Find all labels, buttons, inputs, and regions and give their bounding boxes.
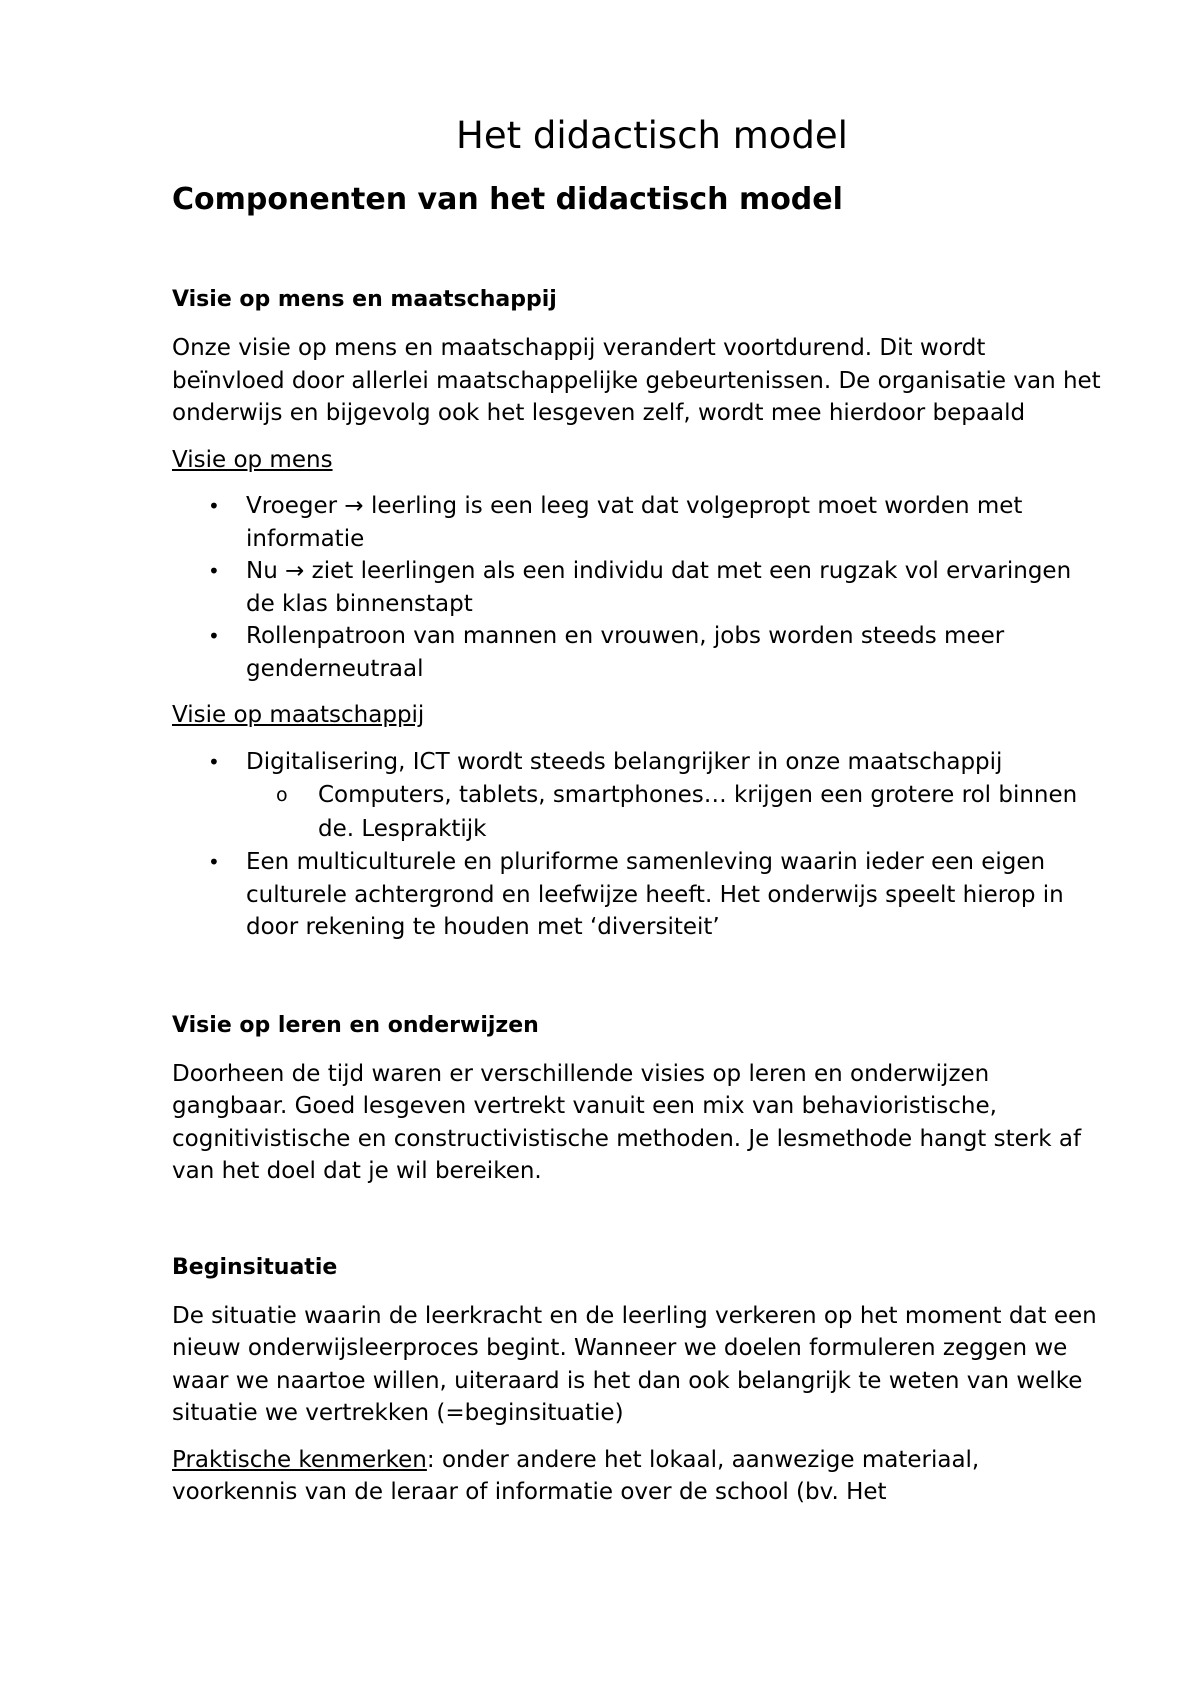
section-body-paragraph: De situatie waarin de leerkracht en de leerling verkeren op het moment dat een nieuw onderwijsleerproces begint. Wanneer we doelen formuleren zeggen we waar we naartoe willen, uiteraard is het dan ook belangrijk te weten van welke situatie we vertrekken (=beginsituatie) [172,1302,1097,1426]
bullet-icon: • [208,559,220,583]
document-page [172,110,1102,1523]
sublist-item [246,778,1102,846]
sublabel-visie-op-mens: Visie op mens [172,446,333,473]
circle-bullet-icon: o [276,784,288,806]
spacer [172,1202,1102,1252]
bullet-icon: • [208,850,220,874]
list-item [172,620,1102,685]
list-visie-op-maatschappij [172,746,1102,944]
list-item-text: Vroeger → leerling is een leeg vat dat volgepropt moet worden met informatie [246,493,1023,552]
section-intro-paragraph: Onze visie op mens en maatschappij verandert voortdurend. Dit wordt beïnvloed door allerlei maatschappelijke gebeurtenissen. De organisatie van het onderwijs en bijgevolg ook het lesgeven zelf, wordt mee hierdoor bepaald [172,335,1101,426]
praktische-kenmerken-text: : onder andere het lokaal, aanwezige materiaal, voorkennis van de leraar of informatie over de school (bv. Het [172,1446,980,1505]
document-subtitle: Componenten van het didactisch model [172,182,843,217]
list-item [172,846,1102,944]
list-item [172,555,1102,620]
list-item-text: Een multiculturele en pluriforme samenleving waarin ieder een eigen culturele achtergrond en leefwijze heeft. Het onderwijs speelt hierop in door rekening te houden met ‘diversiteit’ [246,849,1064,940]
section-body-paragraph: Doorheen de tijd waren er verschillende visies op leren en onderwijzen gangbaar. Goed lesgeven vertrekt vanuit een mix van behavioristische, cognitivistische en constructivistische methoden. Je lesmethode hangt sterk af van het doel dat je wil bereiken. [172,1060,1082,1184]
list-item [172,490,1102,555]
list-visie-op-mens [172,490,1102,685]
praktische-kenmerken-label: Praktische kenmerken [172,1446,427,1473]
spacer [172,958,1102,1010]
bullet-icon: • [208,749,220,774]
praktische-kenmerken-paragraph [172,1444,1102,1509]
section-heading-visie-mens-maatschappij: Visie op mens en maatschappij [172,287,557,312]
document-title: Het didactisch model [456,114,848,157]
list-item [172,746,1102,847]
bullet-icon: • [208,624,220,648]
sublist-item-text: Computers, tablets, smartphones… krijgen een grotere rol binnen de. Lespraktijk [318,782,1078,842]
list-item-text: Digitalisering, ICT wordt steeds belangrijker in onze maatschappij [246,748,1003,775]
bullet-icon: • [208,494,220,518]
list-item-text: Nu → ziet leerlingen als een individu dat met een rugzak vol ervaringen de klas binnenstapt [246,558,1072,617]
list-item-text: Rollenpatroon van mannen en vrouwen, jobs worden steeds meer genderneutraal [246,623,1005,682]
sublabel-visie-op-maatschappij: Visie op maatschappij [172,702,425,728]
sublist [246,778,1102,846]
section-heading-visie-leren-onderwijzen: Visie op leren en onderwijzen [172,1012,539,1038]
section-heading-beginsituatie: Beginsituatie [172,1254,338,1280]
